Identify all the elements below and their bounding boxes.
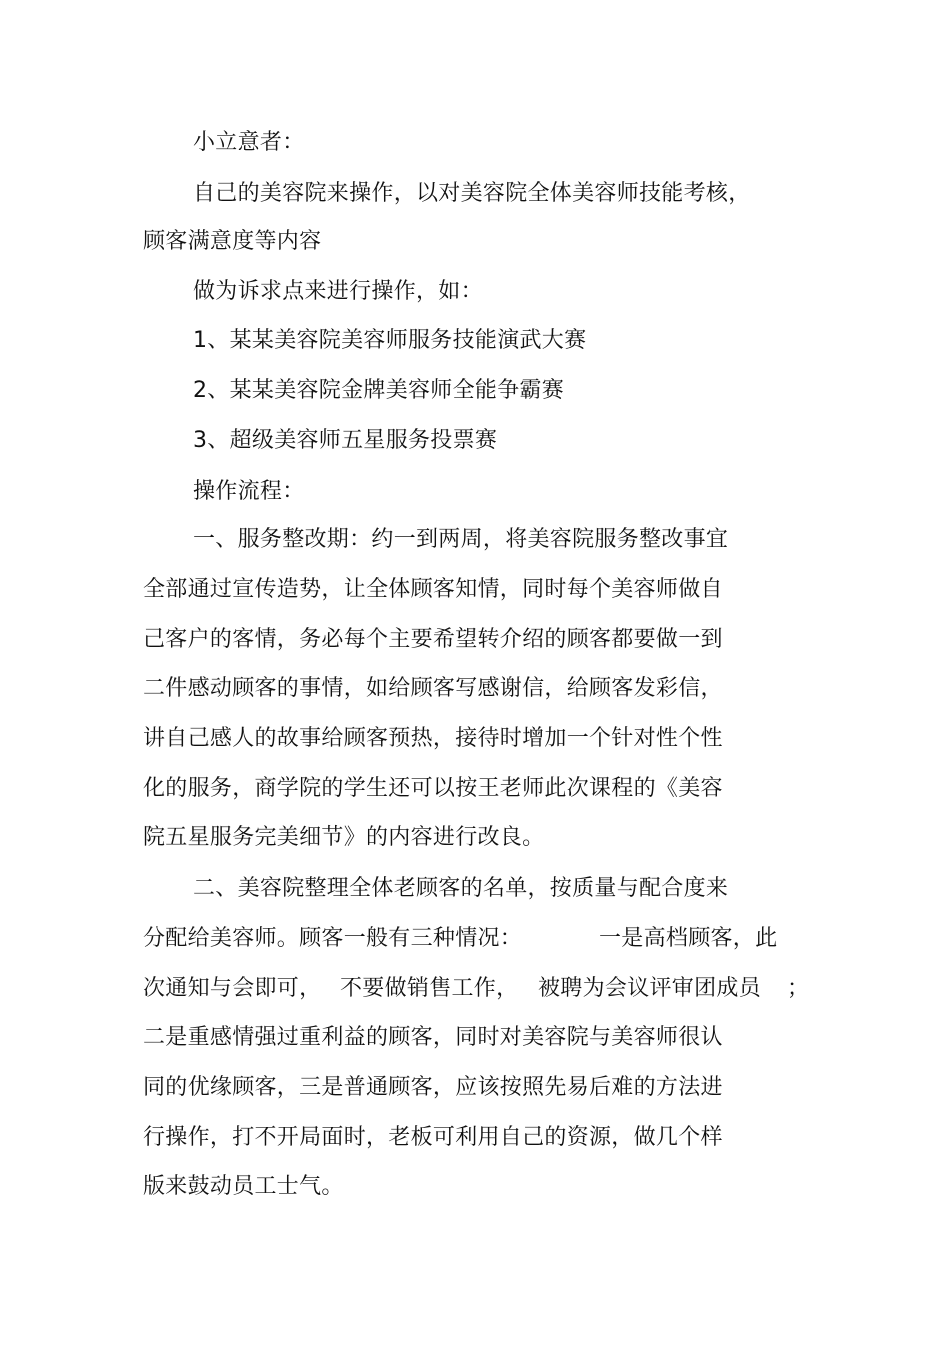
text-line: 己客户的客情，务必每个主要希望转介绍的顾客都要做一到 <box>143 627 723 652</box>
text-line: 行操作，打不开局面时，老板可利用自己的资源，做几个样 <box>143 1125 723 1150</box>
text-line: 一、服务整改期：约一到两周，将美容院服务整改事宜 <box>193 527 729 552</box>
list-item: 2、某某美容院金牌美容师全能争霸赛 <box>193 378 565 403</box>
text-line: 分配给美容师。顾客一般有三种情况： <box>143 926 523 951</box>
list-item: 1、某某美容院美容师服务技能演武大赛 <box>193 328 587 353</box>
text-line: 做为诉求点来进行操作，如： <box>193 279 483 304</box>
text-line: ； <box>787 976 810 1001</box>
text-line: 同的优缘顾客，三是普通顾客，应该按照先易后难的方法进 <box>143 1075 723 1100</box>
text-line: 一是高档顾客，此 <box>599 926 778 951</box>
text-line: 院五星服务完美细节》的内容进行改良。 <box>143 825 545 850</box>
text-line: 二是重感情强过重利益的顾客，同时对美容院与美容师很认 <box>143 1025 723 1050</box>
text-line: 讲自己感人的故事给顾客预热，接待时增加一个针对性个性 <box>143 726 723 751</box>
list-item: 3、超级美容师五星服务投票赛 <box>193 428 498 453</box>
text-line: 全部通过宣传造势，让全体顾客知情，同时每个美容师做自 <box>143 577 723 602</box>
text-line: 不要做销售工作， <box>340 976 519 1001</box>
text-line: 版来鼓动员工士气。 <box>143 1174 344 1199</box>
text-line: 化的服务，商学院的学生还可以按王老师此次课程的《美容 <box>143 776 723 801</box>
text-line: 自己的美容院来操作，以对美容院全体美容师技能考核， <box>193 181 751 206</box>
text-line: 二、美容院整理全体老顾客的名单，按质量与配合度来 <box>193 876 729 901</box>
section-heading: 操作流程： <box>193 479 305 504</box>
text-line: 二件感动顾客的事情，如给顾客写感谢信，给顾客发彩信， <box>143 676 723 701</box>
text-line: 次通知与会即可， <box>143 976 322 1001</box>
text-line: 被聘为会议评审团成员 <box>538 976 762 1001</box>
text-line: 顾客满意度等内容 <box>143 229 322 254</box>
text-line: 小立意者： <box>193 130 305 155</box>
